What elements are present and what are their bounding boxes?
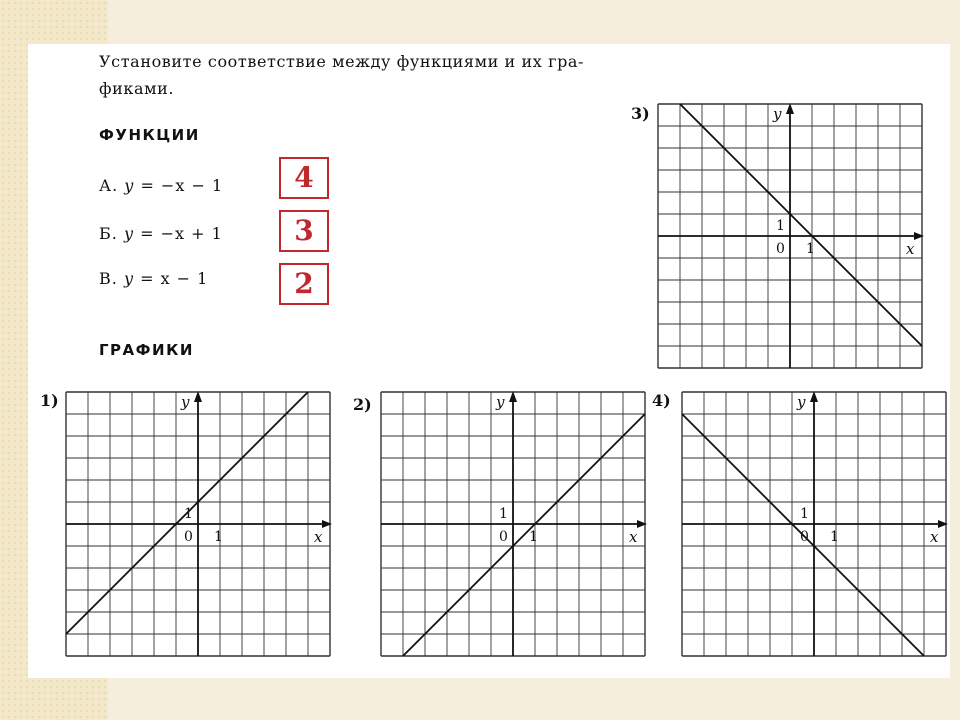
graph-3-function-line — [680, 104, 922, 346]
graph-1-y-tick-label: 1 — [184, 506, 193, 522]
function-v-letter: В. — [99, 269, 118, 288]
graph-4 — [682, 392, 946, 656]
graph-3-x-label: x — [906, 240, 915, 258]
task-line-2: фиками. — [99, 79, 175, 98]
graph-3-origin-label: 0 — [776, 241, 785, 257]
graph-4-label: 4) — [652, 391, 671, 410]
graph-1-label: 1) — [40, 391, 59, 410]
graph-4-origin-label: 0 — [800, 529, 809, 545]
graph-2-function-line — [403, 414, 645, 656]
graph-2-label: 2) — [353, 395, 372, 414]
answer-box-v[interactable]: 2 — [279, 263, 329, 305]
graph-3 — [658, 104, 922, 368]
graph-4-x-label: x — [930, 528, 939, 546]
function-v-var: y — [123, 269, 134, 288]
graphs-heading: ГРАФИКИ — [99, 341, 194, 359]
graph-4-y-label: y — [797, 393, 806, 411]
function-v-rhs: = x − 1 — [140, 269, 209, 288]
graph-1 — [66, 392, 330, 656]
function-a-var: y — [124, 176, 135, 195]
graph-2 — [381, 392, 645, 656]
graph-4-x-tick-label: 1 — [830, 529, 839, 545]
graph-1-y-label: y — [181, 393, 190, 411]
graph-3-y-label: y — [773, 105, 782, 123]
function-b — [99, 224, 223, 243]
function-b-rhs: = −x + 1 — [140, 224, 223, 243]
function-a-letter: А. — [99, 176, 119, 195]
functions-heading: ФУНКЦИИ — [99, 126, 200, 144]
answer-box-b[interactable]: 3 — [279, 210, 329, 252]
function-b-var: y — [123, 224, 134, 243]
graph-4-y-tick-label: 1 — [800, 506, 809, 522]
graph-2-x-tick-label: 1 — [529, 529, 538, 545]
graph-3-x-tick-label: 1 — [806, 241, 815, 257]
function-a-rhs: = −x − 1 — [140, 176, 224, 195]
function-a — [99, 176, 223, 195]
graph-1-x-label: x — [314, 528, 323, 546]
graph-3-y-tick-label: 1 — [776, 218, 785, 234]
graph-1-x-tick-label: 1 — [214, 529, 223, 545]
graph-3-label: 3) — [631, 104, 650, 123]
graph-1-origin-label: 0 — [184, 529, 193, 545]
graph-2-y-tick-label: 1 — [499, 506, 508, 522]
graph-2-x-label: x — [629, 528, 638, 546]
function-v — [99, 269, 208, 288]
answer-box-a[interactable]: 4 — [279, 157, 329, 199]
graph-2-origin-label: 0 — [499, 529, 508, 545]
graph-2-y-label: y — [496, 393, 505, 411]
task-statement — [99, 48, 659, 102]
task-line-1: Установите соответствие между функциями и их гра- — [99, 52, 585, 71]
function-b-letter: Б. — [99, 224, 118, 243]
